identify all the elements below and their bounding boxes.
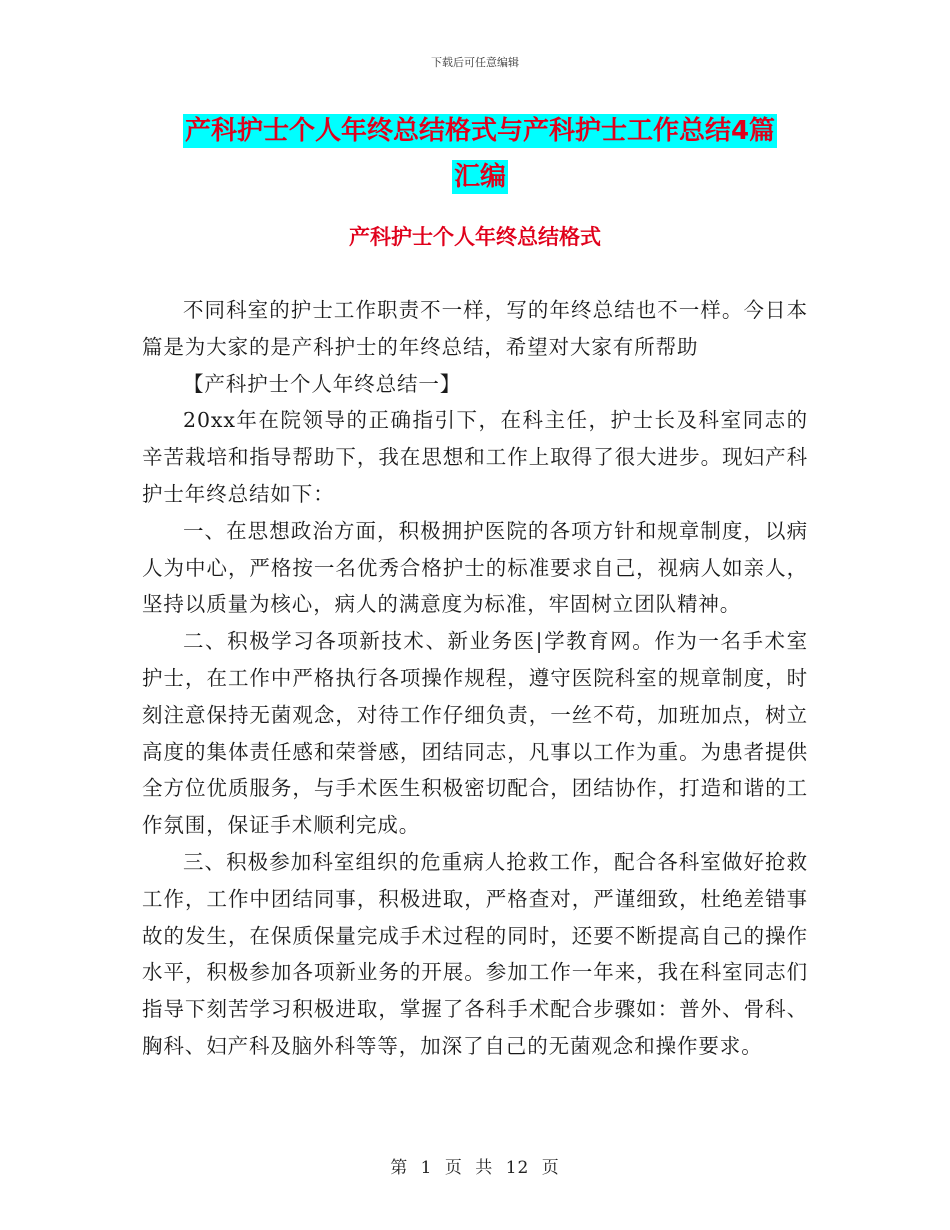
document-title-line2: 汇编 bbox=[453, 162, 506, 192]
paragraph-heading: 【产科护士个人年终总结一】 bbox=[183, 371, 462, 396]
paragraph: 三、积极参加科室组织的危重病人抢救工作，配合各科室做好抢救工作，工作中团结同事，积极进取，严格查对，严谨细致，杜绝差错事故的发生，在保质保量完成手术过程的同时，还要不断提高自己的操作水平，积极参加各项新业务的开展。参加工作一年来，我在科室同志们指导下刻苦学习积极进取，掌握了各科手术配合步骤如：普外、骨科、胸科、妇产科及脑外科等等，加深了自己的无菌观念和操作要求。 bbox=[142, 849, 808, 1058]
page-label: 页 bbox=[541, 1158, 560, 1178]
header-note: 下载后可任意编辑 bbox=[431, 56, 519, 69]
paragraph: 一、在思想政治方面，积极拥护医院的各项方针和规章制度，以病人为中心，严格按一名优秀合格护士的标准要求自己，视病人如亲人，坚持以质量为核心，病人的满意度为标准，牢固树立团队精神。 bbox=[142, 518, 808, 617]
page-label: 第 bbox=[390, 1158, 409, 1178]
page-label: 共 bbox=[475, 1158, 494, 1178]
paragraph: 二、积极学习各项新技术、新业务医|学教育网。作为一名手术室护士，在工作中严格执行各项操作规程，遵守医院科室的规章制度，时刻注意保持无菌观念，对待工作仔细负责，一丝不苟，加班加点，树立高度的集体责任感和荣誉感，团结同志，凡事以工作为重。为患者提供全方位优质服务，与手术医生积极密切配合，团结协作，打造和谐的工作氛围，保证手术顺利完成。 bbox=[142, 629, 808, 838]
paragraph: 20xx年在院领导的正确指引下，在科主任，护士长及科室同志的辛苦栽培和指导帮助下，我在思想和工作上取得了很大进步。现妇产科护士年终总结如下： bbox=[142, 408, 808, 506]
document-title-line1: 产科护士个人年终总结格式与产科护士工作总结4篇 bbox=[184, 116, 776, 146]
page-footer bbox=[0, 1153, 950, 1178]
section-title: 产科护士个人年终总结格式 bbox=[349, 225, 601, 249]
document-body bbox=[142, 292, 808, 1065]
paragraph: 不同科室的护士工作职责不一样，写的年终总结也不一样。今日本篇是为大家的是产科护士的年终总结，希望对大家有所帮助 bbox=[142, 298, 808, 359]
page-label: 页 bbox=[444, 1158, 463, 1178]
page-total: 12 bbox=[505, 1158, 530, 1178]
document-title bbox=[140, 108, 820, 200]
page-number: 1 bbox=[420, 1158, 433, 1178]
